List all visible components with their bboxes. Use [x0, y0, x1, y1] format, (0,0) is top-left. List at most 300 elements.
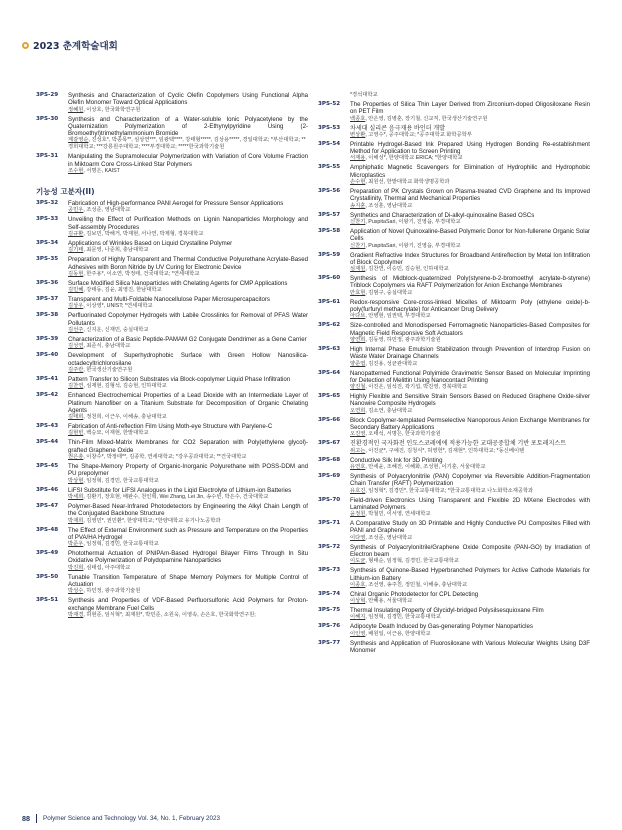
co-authors-affiliation: , 진성호*, 박종목**, 심상연***, 임광택****, 강태형*****, 김상용*****, 경일대학교; *부산대학교; **경희대학교; ***강릉원주대학교; ****부경대학교; *****한국과학기술원 [68, 137, 306, 151]
presenter-name: 박성수 [68, 588, 84, 595]
entry-body [68, 296, 308, 310]
entry-body [350, 101, 590, 123]
entry-authors [68, 454, 308, 461]
poster-code: 3PS-39 [36, 336, 59, 343]
co-authors-affiliation: , PuspitaSari, 이왕기, 진영읍, 부경대학교 [365, 218, 461, 225]
poster-code: 3PS-61 [318, 298, 341, 305]
presenter-name: 아다브 [350, 313, 366, 320]
entry-authors [350, 116, 590, 123]
presenter-name: 오진영 [350, 431, 366, 438]
co-authors-affiliation: , 이진온, 임석진, 곽기섭, 박진영, 경북대학교 [365, 384, 468, 391]
entry-title: Chiral Organic Photodetector for CPL Detecting [350, 590, 479, 598]
abstract-entry [36, 423, 308, 437]
presenter-name: 안효현 [350, 289, 366, 296]
entry-body [68, 240, 308, 254]
abstract-entry [318, 417, 590, 439]
presenter-name: 서재용 [350, 155, 366, 162]
entry-authors [68, 383, 308, 390]
presenter-name: 김기태 [68, 247, 84, 254]
presenter-name: 박상현 [68, 477, 84, 484]
poster-code: 3PS-35 [36, 256, 59, 263]
entry-body [68, 439, 308, 461]
co-authors-affiliation: *경석대학교 [350, 92, 378, 98]
entry-authors [68, 287, 308, 294]
poster-code: 3PS-72 [318, 543, 341, 550]
entry-body [68, 503, 308, 525]
presenter-name: 오연희 [350, 407, 366, 414]
entry-body [68, 256, 308, 278]
poster-code: 3PS-57 [318, 211, 341, 218]
abstract-entry [36, 439, 308, 461]
co-authors-affiliation: , 최문영, 나준희, 충남대학교 [83, 247, 149, 254]
entry-authors [350, 203, 590, 210]
presenter-name: 박진희 [68, 564, 84, 571]
poster-code: 3PS-59 [318, 251, 341, 258]
co-authors-affiliation: , 이상호, 한국화학연구원 [83, 106, 141, 113]
poster-code: 3PS-62 [318, 322, 341, 329]
presenter-name: 이혜지 [350, 614, 366, 621]
entry-title: Pattern Transfer to Silicon Substrates via Block-copolymer Liquid Phase Infiltration [68, 375, 291, 383]
poster-code: 3PS-30 [36, 115, 59, 122]
presenter-name: 이상혁 [350, 598, 366, 605]
poster-code: 3PS-54 [318, 140, 341, 147]
entry-title: Synthesis of Polyacrylonitrile (PAN) Copolymer via Reversible Addition-Fragmentation Chain Transfer (RAFT) Polymerization [350, 472, 590, 488]
presenter-name: 박재희 [68, 517, 84, 524]
entry-title: Amphiphatic Magnetic Scavengers for Elimination of Hydrophilic and Hydrophobic Microplastics [350, 164, 590, 179]
entry-title: Synthesis of Quinone-Based Hyperbranched Polymers for Active Cathode Materials for Lithium-ion Battery [350, 567, 590, 582]
presenter-name: 김민혜 [68, 287, 84, 294]
entry-authors [68, 612, 308, 619]
entry-title: Fabrication of Anti-reflection Film Using Moth-eye Structure with Parylene-C [68, 423, 273, 431]
abstract-entry [36, 376, 308, 390]
presenter-name: 정혜원 [68, 106, 84, 113]
poster-code: 3PS-50 [36, 573, 59, 580]
entry-title: Redox-responsive Core-cross-linked Micelles of Miktoarm Poly (ethylene oxide)-b-poly(furfuryl methacrylate) for Anticancer Drug Delivery [350, 298, 590, 314]
entry-body [68, 92, 308, 114]
presenter-name: 김선주 [68, 327, 84, 334]
poster-code: 3PS-75 [318, 607, 341, 614]
poster-code: 3PS-55 [318, 164, 341, 171]
entry-body [350, 567, 590, 589]
entry-title: Tunable Transition Temperature of Shape Memory Polymers for Multiple Control of Actuation [68, 573, 308, 588]
co-authors-affiliation: , 한국생산기술연구원 [83, 366, 133, 373]
co-authors-affiliation: , 안은영, 김병훈, 장기철, 신교직, 한국생산기술연구원 [365, 115, 488, 122]
entry-authors [68, 494, 308, 501]
entry-body [350, 322, 590, 344]
entry-body [350, 623, 590, 637]
abstract-entry [318, 607, 590, 621]
entry-title: Preparation of PK Crystals Grown on Plasma-treated CVD Graphene and Its Improved Crystallinity, Thermal and Mechanical Properties [350, 188, 590, 203]
co-authors-affiliation: , 김환기, 장호현, 배완수, 천인혁, Wei Zhang, Lei Jin, 송수빈, 박은수, 건국대학교 [83, 493, 269, 500]
abstract-entry [36, 216, 308, 238]
entry-authors [68, 518, 308, 525]
entry-authors [68, 137, 308, 151]
abstract-entry [318, 473, 590, 495]
entry-authors [350, 384, 590, 391]
entry-authors [68, 541, 308, 548]
poster-code: 3PS-38 [36, 312, 59, 319]
entry-authors [68, 303, 308, 310]
entry-body [350, 473, 590, 495]
presenter-name: 박세희 [68, 493, 84, 500]
co-authors-affiliation: , 최준식, 충남대학교 [83, 343, 131, 350]
presenter-name: 유호진 [350, 487, 366, 494]
entry-body [350, 141, 590, 163]
co-authors-affiliation: , 조선영, 송주진, 정민철, 이해송, 충남대학교 [365, 581, 468, 588]
presenter-name: 양진철 [350, 384, 366, 391]
entry-authors [68, 478, 308, 485]
entry-authors [350, 361, 590, 368]
presenter-name: 이인영 [350, 630, 366, 637]
poster-code: 3PS-56 [318, 188, 341, 195]
poster-code: 3PS-71 [318, 520, 341, 527]
presenter-name: 김현빈 [68, 430, 84, 437]
presenter-name: 손수현 [350, 179, 366, 186]
co-authors-affiliation: , 임정혁, 김경민, 한국교통대학교 [365, 614, 441, 621]
entry-body [68, 487, 308, 501]
poster-code [318, 92, 350, 99]
entry-title: Nanopatterned Functional Polyimide Gravimetric Sensor Based on Molecular Imprinting for Detection of Melittin Using Nanocontact Printing [350, 369, 590, 384]
entry-title: High Internal Phase Emulsion Stabilization through Prevention of Interdrop Fusion on Waste Water Drainage Channels [350, 345, 590, 361]
entry-authors [350, 448, 590, 455]
presenter-name: 양연희 [350, 336, 366, 343]
left-column [36, 92, 308, 621]
entry-body [68, 153, 308, 175]
co-authors-affiliation: , 박철민, 이서영, 연세대학교 [365, 511, 431, 518]
abstract-entry [36, 574, 308, 596]
entry-title: Transparent and Multi-Foldable Nanocellulose Paper Microsupercapacitors [68, 296, 270, 304]
presenter-name: 이도균 [350, 558, 366, 565]
co-authors-affiliation: , 조성준, 영남대학교 [83, 207, 131, 214]
presenter-name: 권은총 [68, 454, 84, 461]
poster-code: 3PS-52 [318, 101, 341, 107]
abstract-entry [36, 503, 308, 525]
entry-authors [68, 247, 308, 254]
co-authors-affiliation: , 안병현, 임권택, 부경대학교 [365, 313, 431, 320]
poster-code: 3PS-65 [318, 393, 341, 400]
entry-body [350, 417, 590, 439]
entry-body [350, 440, 590, 454]
poster-code: 3PS-42 [36, 392, 59, 399]
co-authors-affiliation: , 김영민*, 권민환*, 한양대학교; *한양대학교 유기나노공학과 [83, 517, 221, 524]
entry-body [350, 212, 590, 226]
entry-authors [68, 327, 308, 334]
entry-body [350, 164, 590, 186]
poster-code: 3PS-76 [318, 623, 341, 630]
entry-authors [350, 614, 590, 621]
co-authors-affiliation: , 이해성*, 한양대학교 ERICA; *한양대학교 [365, 155, 463, 162]
poster-code: 3PS-58 [318, 227, 341, 234]
abstract-entry [318, 164, 590, 186]
abstract-entry [318, 275, 590, 297]
poster-code: 3PS-40 [36, 352, 59, 359]
entry-title: Thermal Insulating Property of Glycidyl-bridged Polysilsesquioxane Film [350, 607, 544, 615]
entry-title: Manipulating the Supramolecular Polymerization with Variation of Core Volume Fraction in Miktoarm Core Cross-Linked Star Polymers [68, 153, 308, 168]
presenter-name: 이종호 [350, 581, 366, 588]
co-authors-affiliation: , 오태석, 서명은, 한국과학기술원 [365, 431, 441, 438]
entry-title: Adipocyte Death Induced by Gas-generating Polymer Nanoparticles [350, 623, 533, 631]
abstract-entry [36, 597, 308, 619]
abstract-entry [318, 393, 590, 415]
presenter-name: 양준엽 [350, 360, 366, 367]
abstract-entry [36, 527, 308, 549]
poster-code: 3PS-70 [318, 496, 341, 503]
presenter-name: 유연호 [350, 463, 366, 470]
presenter-name: 김태희 [68, 414, 84, 421]
abstract-entry [36, 296, 308, 310]
presenter-name: 조수현 [68, 168, 84, 175]
entry-authors [350, 598, 590, 605]
page-header [22, 38, 118, 52]
abstract-entry [36, 200, 308, 214]
abstract-entry [318, 370, 590, 392]
poster-code: 3PS-32 [36, 200, 59, 207]
entry-authors [68, 565, 308, 572]
co-authors-affiliation: , 김보민, 박해거, 박재현, 서나연, 박제형, 경북대학교 [83, 230, 204, 237]
entry-title: Development of Superhydrophobic Surface with Green Hollow Nanosilica-octadecyltrichlorosilane [68, 352, 308, 367]
poster-code: 3PS-41 [36, 375, 59, 382]
right-entries [318, 92, 590, 654]
entry-title: Polymer-Based Near-Infrared Photodetectors by Engineering the Alkyl Chain Length of the Conjugated Backbone Structure [68, 502, 308, 518]
presenter-name: 박준우 [68, 541, 84, 548]
entry-authors [350, 92, 590, 99]
presenter-name: 이다영 [350, 534, 366, 541]
entry-title: Enhanced Electrochemical Properties of a Lead Dioxide with an Intermediate Layer of Platinum Nanofiber on a Titanium Substrate for Decomposition of Organic Chelating Agents [68, 392, 308, 414]
entry-title: Characterization of a Basic Peptide-PAMAM G2 Conjugate Dendrimer as a Gene Carrier [68, 336, 307, 344]
entry-title: A Comparative Study on 3D Printable and Highly Conductive PU Composites Filled with PANI and Graphene [350, 520, 590, 535]
entry-authors [68, 367, 308, 374]
entry-authors [350, 266, 590, 273]
presenter-name: 신찬기 [350, 242, 366, 249]
poster-code: 3PS-45 [36, 463, 59, 470]
footer-divider [36, 814, 37, 823]
entry-body [68, 280, 308, 294]
co-authors-affiliation: , 안세윤, 조혜진, 이혜화, 조성현, 이기훈, 서울대학교 [365, 463, 486, 470]
entry-body [68, 352, 308, 374]
entry-title: Synthesis and Characterization of Cyclic Olefin Copolymers Using Functional Alpha Olefin Monomer Toward Optical Applications [68, 92, 308, 107]
entry-body [350, 520, 590, 542]
entry-title: Applications of Wrinkles Based on Liquid Crystalline Polymer [68, 239, 233, 247]
abstract-entry [318, 640, 590, 655]
entry-body [350, 393, 590, 415]
entry-authors [350, 582, 590, 589]
entry-body [68, 423, 308, 437]
abstract-entry [36, 256, 308, 278]
entry-title: Synthesis and Characterization of a Water-soluble Ionic Polyacetylene by the Quaternization Polymerization of 2-Ethynylpyridine Using (2-Bromoethyl)trimethylammonium Bromide [68, 115, 308, 138]
entry-title: Surface Modified Silica Nanoparticles with Chelating Agents for CMP Applications [68, 279, 288, 287]
entry-authors [68, 271, 308, 278]
abstract-entry [36, 92, 308, 114]
entry-title: Printable Hydrogel-Based Ink Prepared Using Hydrogen Bonding Re-establishment Method for Application to Screen Printing [350, 140, 590, 156]
abstract-entry [318, 457, 590, 471]
entry-body [68, 550, 308, 572]
poster-code: 3PS-53 [318, 124, 341, 131]
co-authors-affiliation: , 신지운, 신재민, 숭실대학교 [83, 327, 149, 334]
abstract-entry [36, 550, 308, 572]
co-authors-affiliation: , 심재현, 김형석, 김승현, 인하대학교 [83, 383, 167, 390]
entry-body [350, 591, 590, 605]
presenter-name: 공민우 [68, 207, 84, 214]
entry-title: Synthesis and Application of Fluorosiloxane with Various Molecular Weights Using D3F Monomer [350, 639, 590, 655]
entry-authors [350, 558, 590, 565]
entry-title: Synthetics and Characterization of Di-alkyl-quinoxaline Based OSCs [350, 211, 535, 219]
page-number: 88 [22, 814, 30, 823]
abstract-entry [318, 188, 590, 210]
co-authors-affiliation: , 조성훈, 영남대학교 [365, 202, 413, 209]
poster-code: 3PS-68 [318, 456, 341, 463]
entry-body [350, 188, 590, 210]
entry-title: Conductive Silk Ink for 3D Printing [350, 456, 443, 464]
abstract-entry [318, 228, 590, 250]
abstract-entry [318, 591, 590, 605]
entry-body [350, 252, 590, 274]
presenter-name: 심재원 [350, 266, 366, 273]
presenter-name: 김찬연 [68, 383, 84, 390]
poster-code: 3PS-60 [318, 275, 341, 282]
entry-body [68, 336, 308, 350]
entry-title: Thin-Film Mixed-Matrix Membranes for CO2 Separation with Poly(ethylene glycol)-grafted Graphene Oxide [68, 439, 308, 454]
co-authors-affiliation: , 김진용, 성균관대학교 [365, 360, 418, 367]
co-authors-affiliation: , 김동영, 하민정, 광주과학기술원 [365, 336, 441, 343]
poster-code: 3PS-49 [36, 550, 59, 557]
entry-body [350, 640, 590, 655]
presenter-name: 김성연 [68, 343, 84, 350]
entry-authors [350, 431, 590, 438]
abstract-entry [318, 544, 590, 566]
abstract-entry [318, 567, 590, 589]
entry-title: The Effect of External Environment such as Pressure and Temperature on the Properties of PVA/HA Hydrogel [68, 526, 308, 541]
co-authors-affiliation: , 형태순, 임정혁, 김경민, 한국교통대학교 [365, 558, 460, 565]
abstract-entry [36, 463, 308, 485]
entry-authors [350, 631, 590, 638]
poster-code: 3PS-69 [318, 472, 341, 479]
co-authors-affiliation: , 김찬연, 이승민, 김승현, 인하대학교 [365, 266, 449, 273]
poster-code: 3PS-43 [36, 423, 59, 430]
poster-code: 3PS-48 [36, 526, 59, 533]
entry-authors [350, 488, 590, 495]
abstract-entry [318, 440, 590, 454]
co-authors-affiliation: , PuspitaSari, 이왕기, 진영읍, 부경대학교 [365, 242, 461, 249]
entry-authors [68, 231, 308, 238]
abstract-entry [318, 497, 590, 519]
abstract-entry [318, 623, 590, 637]
presenter-name: 김동현 [68, 270, 84, 277]
entry-title: Field-driven Electronics Using Transparent and Flexible 2D MXene Electrodes with Laminated Polymers [350, 496, 590, 511]
entry-body [350, 125, 590, 139]
entry-body [68, 376, 308, 390]
co-authors-affiliation: , 정천희, 이근우, 이해송, 충남대학교 [83, 414, 167, 421]
entry-authors [68, 107, 308, 114]
entry-title: Perfluorinated Copolymer Hydrogels with Labile Crosslinks for Removal of PFAS Water Pollutants [68, 312, 308, 327]
entry-authors [350, 179, 590, 186]
abstract-entry [36, 280, 308, 294]
entry-title: Gradient Refractive Index Structures for Broadband Antireflection by Metal Ion Infiltration of Block Copolymer [350, 251, 590, 266]
presenter-name: 위고는 [350, 447, 366, 454]
entry-body [68, 392, 308, 421]
entry-title: The Shape-Memory Property of Organic-Inorganic Polyurethane with POSS-DDM and PU prepolymer [68, 463, 308, 478]
presenter-name: 김규환 [68, 230, 84, 237]
presenter-name: 송지훈 [350, 202, 366, 209]
abstract-entry [36, 392, 308, 421]
entry-body [68, 216, 308, 238]
co-authors-affiliation: , 하민정, 광주과학기술원 [83, 588, 141, 595]
abstract-entry [318, 520, 590, 542]
abstract-entry [36, 336, 308, 350]
poster-code: 3PS-64 [318, 369, 341, 376]
entry-authors [350, 535, 590, 542]
page-footer [22, 814, 220, 823]
abstract-entry [318, 252, 590, 274]
journal-info: Polymer Science and Technology Vol. 34, No. 1, February 2023 [43, 815, 221, 822]
co-authors-affiliation: , 임정혁*, 김경민*, 한국교통대학교; *한국교통대학교 나노화학소재공학과 [365, 487, 534, 494]
co-authors-affiliation: , 고영수*, 공주대학교; *공주대학교 화학공학부 [365, 131, 472, 138]
abstract-entry [36, 312, 308, 334]
entry-body [350, 92, 590, 99]
conference-logo-icon [22, 42, 29, 49]
right-column [318, 92, 590, 656]
entry-title: Preparation of Highly Transparent and Thermal Conductive Polyurethane Acrylate-Based Adhesives with Boron Nitride by UV Curing for Electronic Device [68, 256, 308, 271]
poster-code: 3PS-44 [36, 439, 59, 446]
co-authors-affiliation: , 강태동, 김윤, 최영진, 한남대학교 [83, 287, 162, 294]
poster-code: 3PS-36 [36, 279, 59, 286]
entry-title: Size-controlled and Monodispersed Ferromagnetic Nanoparticles-Based Composites for Magnetic Field Responsive Soft Actuators [350, 322, 590, 337]
co-authors-affiliation: , 한주용*, 이소연, 박정태, 건국대학교; *연세대학교 [83, 270, 200, 277]
co-authors-affiliation: , 배원일, 이근용, 한양대학교 [365, 630, 431, 637]
co-authors-affiliation: , 임정혁, 김경민, 한국교통대학교 [83, 541, 159, 548]
entry-title: 진환경적인 국자화전 인도스코레에에 적용가능한 교대공중합체 기반 포토레지스트 [350, 440, 567, 448]
left-top-entries [36, 92, 308, 175]
poster-code: 3PS-66 [318, 416, 341, 423]
abstract-entry [318, 125, 590, 139]
entry-title: Block Copolymer-templated Permselective Nanoporous Anion Exchange Membranes for Secondary Battery Applications [350, 416, 590, 432]
presenter-name: 변상환 [350, 131, 366, 138]
section-title: 기능성 고분자(II) [36, 187, 95, 197]
abstract-entry [36, 352, 308, 374]
entry-title: Synthesis of Polyacrylonitrile/Graphene Oxide Composite (PAN-GO) by Irradiation of Electron beam [350, 543, 590, 558]
poster-code: 3PS-74 [318, 590, 341, 597]
co-authors-affiliation: , 안혜용, 서울대학교 [365, 598, 413, 605]
entry-title: The Properties of Silica Thin Layer Derived from Zirconium-doped Oligosiloxane Resin on PET Film [350, 101, 590, 116]
entry-title: LiFSI Substitute for LiFSI Analogues in the Liqid Electrolyte of Lithium-ion Batteries [68, 486, 292, 494]
entry-body [350, 346, 590, 368]
co-authors-affiliation: , 이상영*, UNIST; *연세대학교 [83, 303, 153, 310]
poster-code: 3PS-47 [36, 502, 59, 509]
co-authors-affiliation: , 서명은, KAIST [83, 168, 120, 175]
poster-code: 3PS-31 [36, 153, 59, 160]
abstract-entry [36, 487, 308, 501]
presenter-name: 신찬기 [350, 218, 366, 225]
entry-authors [68, 430, 308, 437]
poster-code: 3PS-46 [36, 486, 59, 493]
poster-code: 3PS-67 [318, 440, 341, 447]
abstract-entry [318, 101, 590, 123]
entry-authors [350, 132, 590, 139]
presenter-name: 김주란 [68, 366, 84, 373]
entry-body [68, 200, 308, 214]
co-authors-affiliation: , 조성준, 영남대학교 [365, 534, 413, 541]
entry-body [350, 607, 590, 621]
entry-authors [350, 290, 590, 297]
abstract-entry [318, 299, 590, 321]
poster-code: 3PS-34 [36, 239, 59, 246]
entry-authors [350, 243, 590, 250]
entry-body [350, 370, 590, 392]
co-authors-affiliation: , 김범구, 숭실대학교 [365, 289, 413, 296]
entry-title: 차세대 실리콘 음극재용 바인더 개발 [350, 124, 446, 132]
entry-authors [350, 219, 590, 226]
entry-body [68, 116, 308, 152]
poster-code: 3PS-73 [318, 567, 341, 574]
